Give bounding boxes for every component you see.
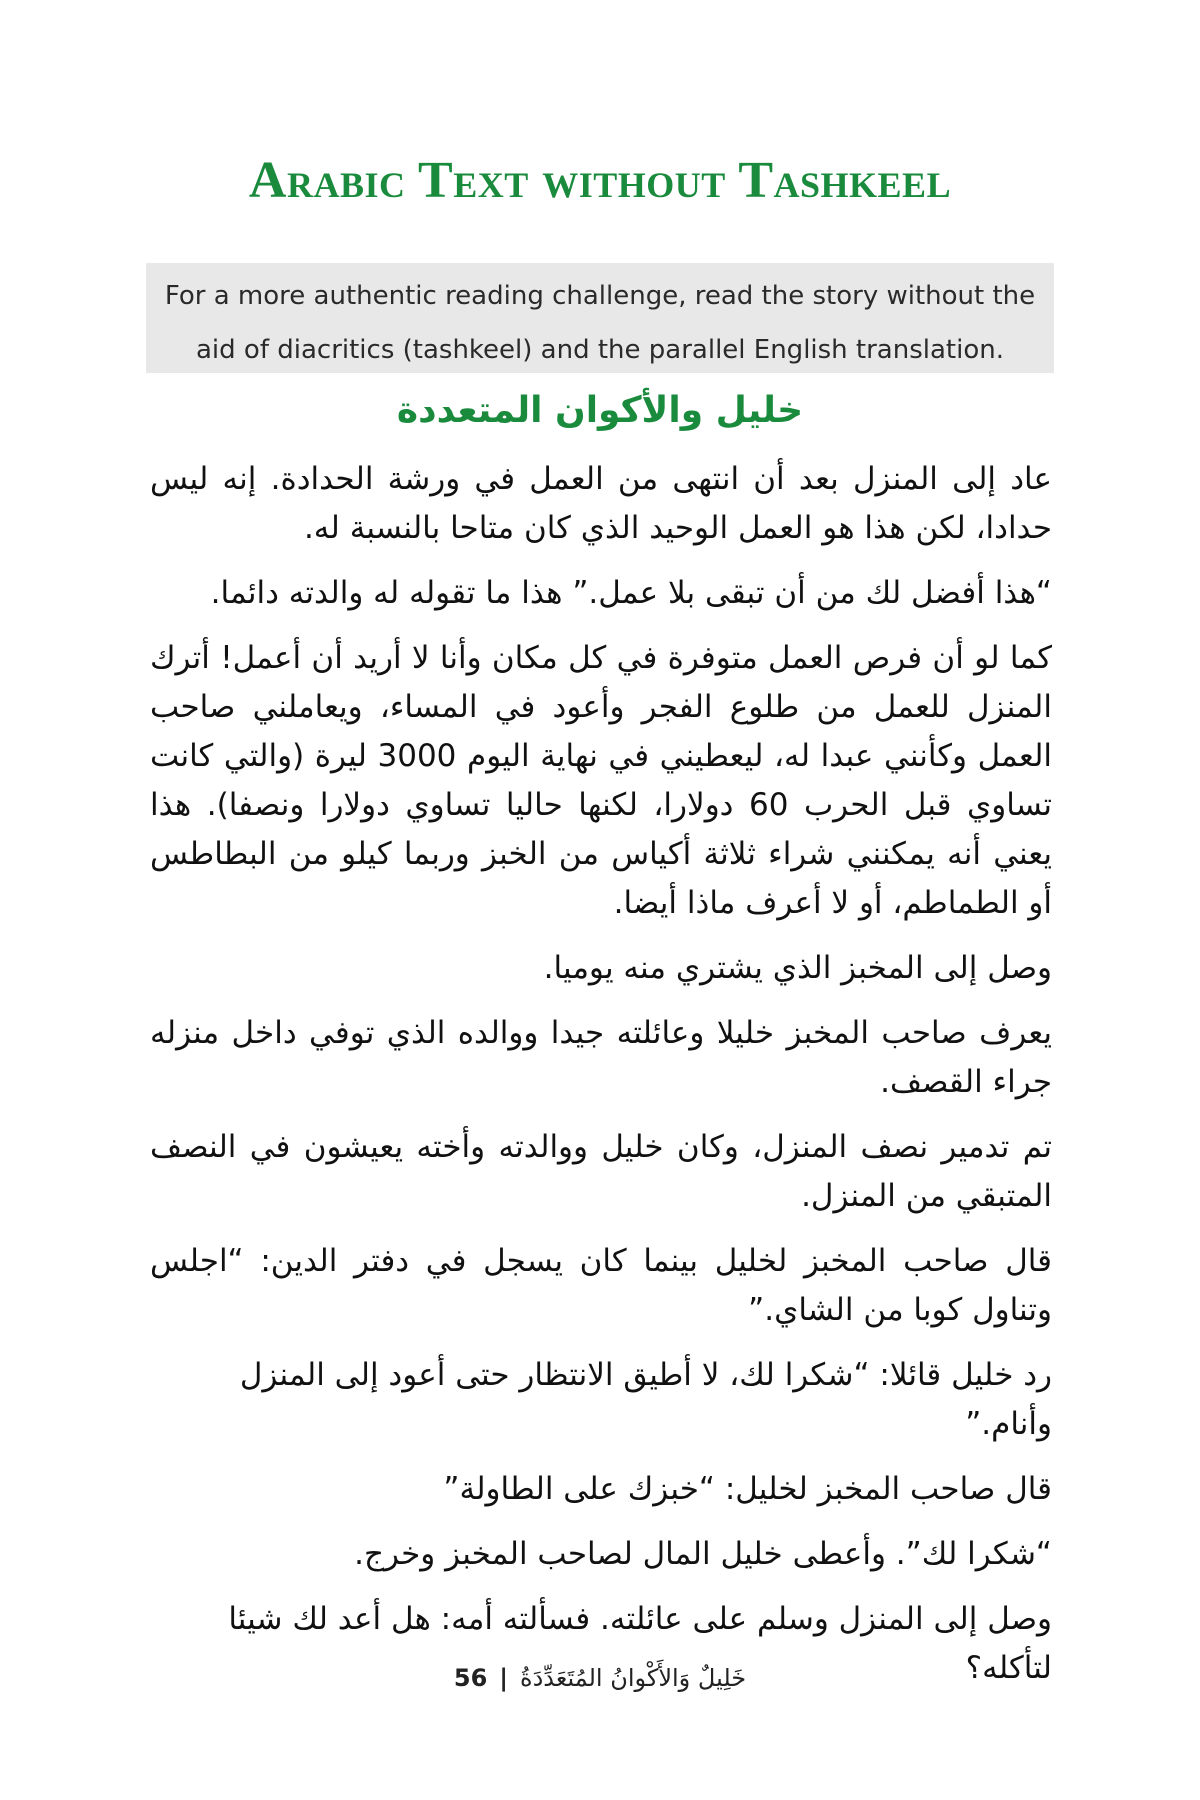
story-paragraph-7: قال صاحب المخبز لخليل بينما كان يسجل في دفتر الدين: “اجلس وتناول كوبا من الشاي.” (150, 1243, 1052, 1328)
intro-text: For a more authentic reading challenge, read the story without the aid of diacritics (tashkeel) and the parallel English translation. (164, 281, 1036, 365)
footer-separator: | (499, 1664, 509, 1692)
page-footer (0, 1663, 1200, 1694)
story-paragraph-1: عاد إلى المنزل بعد أن انتهى من العمل في ورشة الحدادة. إنه ليس حدادا، لكن هذا هو العمل الوحيد الذي كان متاحا بالنسبة له. (150, 461, 1052, 546)
story-paragraph-6: تم تدمير نصف المنزل، وكان خليل ووالدته وأخته يعيشون في النصف المتبقي من المنزل. (150, 1129, 1052, 1214)
page-title: Arabic Text without Tashkeel (248, 152, 952, 209)
intro-box (146, 263, 1054, 373)
footer-book-title: خَلِيلٌ وَالأَكْوانُ المُتَعَدِّدَةُ (520, 1664, 747, 1692)
story-paragraph-11: وصل إلى المنزل وسلم على عائلته. فسألته أمه: هل أعد لك شيئا لتأكله؟ (228, 1601, 1052, 1686)
story-title: خليل والأكوان المتعددة (396, 390, 804, 431)
story-paragraph-4: وصل إلى المخبز الذي يشتري منه يوميا. (543, 950, 1052, 986)
page-number: 56 (453, 1664, 488, 1692)
story-paragraph-2: “هذا أفضل لك من أن تبقى بلا عمل.” هذا ما تقوله له والدته دائما. (210, 575, 1052, 611)
story-paragraph-3: كما لو أن فرص العمل متوفرة في كل مكان وأنا لا أريد أن أعمل! أترك المنزل للعمل من طلوع الفجر وأعود في المساء، ويعاملني صاحب العمل وكأنني عبدا له، ليعطيني في نهاية اليوم 3000 ليرة (والتي كانت تساوي قبل الحرب 60 دولارا، لكنها حاليا تساوي دولارا ونصفا). هذا يعني أنه يمكنني شراء ثلاثة أكياس من الخبز وربما كيلو من البطاطس أو الطماطم، أو لا أعرف ماذا أيضا. (150, 640, 1052, 921)
story-paragraph-10: “شكرا لك”. وأعطى خليل المال لصاحب المخبز وخرج. (354, 1536, 1052, 1572)
story-paragraph-8: رد خليل قائلا: “شكرا لك، لا أطيق الانتظار حتى أعود إلى المنزل وأنام.” (239, 1357, 1052, 1442)
story-body (150, 455, 1052, 1709)
story-paragraph-5: يعرف صاحب المخبز خليلا وعائلته جيدا ووالده الذي توفي داخل منزله جراء القصف. (150, 1015, 1052, 1100)
story-paragraph-9: قال صاحب المخبز لخليل: “خبزك على الطاولة” (443, 1471, 1052, 1507)
